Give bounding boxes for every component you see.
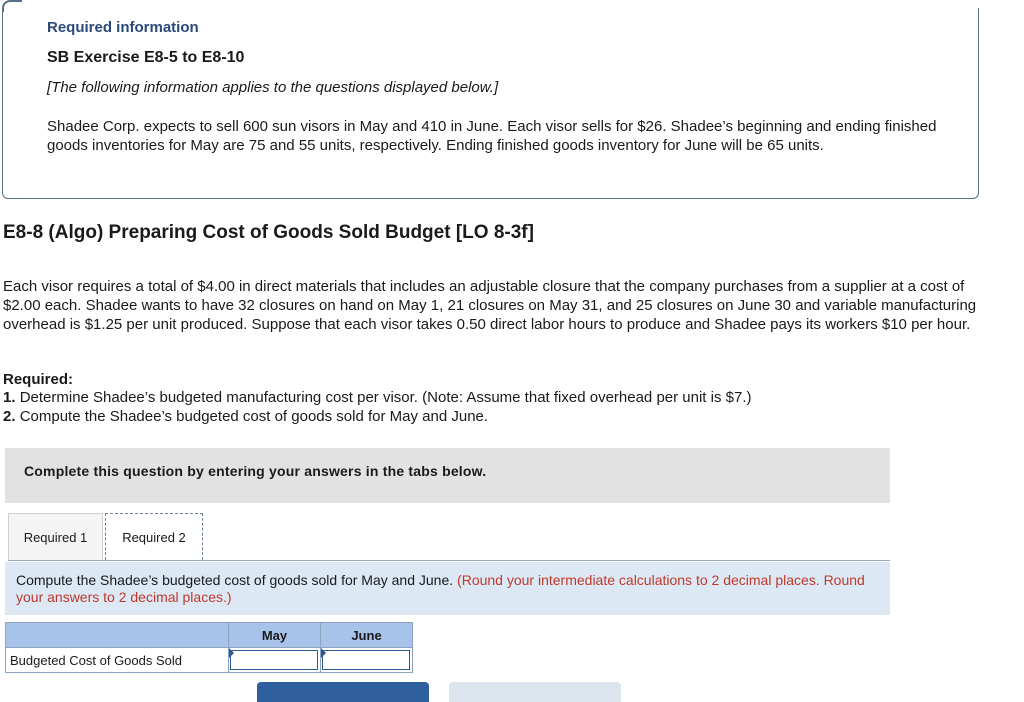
complete-question-bar: [5, 448, 890, 503]
may-cell: [229, 648, 321, 673]
table-row: [6, 648, 413, 673]
requirement-number: 1.: [3, 389, 16, 406]
previous-tab-button[interactable]: [257, 682, 429, 702]
requirement-1: [3, 389, 752, 406]
requirement-number: 2.: [3, 408, 16, 425]
required-heading: Required:: [3, 371, 74, 388]
applies-note: [The following information applies to the questions displayed below.]: [47, 79, 499, 96]
tab-required-2[interactable]: Required 2: [105, 513, 203, 560]
instruction-hint: (Round your intermediate calculations to 2 decimal places. Round your answers to 2 decimal places.): [16, 572, 865, 605]
column-header-may: May: [229, 623, 321, 648]
exercise-title: E8-8 (Algo) Preparing Cost of Goods Sold Budget [LO 8-3f]: [3, 222, 534, 243]
tab-divider: [8, 560, 890, 561]
june-cogs-input[interactable]: [322, 650, 410, 670]
next-tab-button[interactable]: [449, 682, 621, 702]
requirement-2: [3, 408, 488, 425]
exercise-range-title: SB Exercise E8-5 to E8-10: [47, 49, 245, 66]
exercise-body: Each visor requires a total of $4.00 in direct materials that includes an adjustable closure that the company purchases from a supplier at a cost of $2.00 each. Shadee wants to have 32 closures on hand on May 1, 21 closures on May 31, and 25 closures on June 30 and variable manufacturing overhead is $1.25 per unit produced. Suppose that each visor takes 0.50 direct labor hours to produce and Shadee pays its workers $10 per hour.: [3, 278, 977, 333]
input-marker-icon: [229, 648, 234, 658]
input-marker-icon: [321, 648, 326, 658]
answer-table: [5, 622, 413, 673]
instruction-bar: [5, 562, 890, 615]
row-label-budgeted-cogs: Budgeted Cost of Goods Sold: [6, 648, 229, 673]
required-information-box: [2, 8, 979, 199]
june-cell: [321, 648, 413, 673]
scenario-text: Shadee Corp. expects to sell 600 sun visors in May and 410 in June. Each visor sells for $26. Shadee’s beginning and ending finished goods inventories for May are 75 and 55 units, respectively. Ending finished goods inventory for June will be 65 units.: [47, 118, 937, 154]
instruction-text: [16, 572, 876, 606]
complete-question-text: Complete this question by entering your answers in the tabs below.: [24, 463, 487, 479]
requirement-text: Determine Shadee’s budgeted manufacturing cost per visor. (Note: Assume that fixed overhead per unit is $7.): [19, 389, 752, 406]
table-header-blank: [6, 623, 229, 648]
instruction-main: Compute the Shadee’s budgeted cost of goods sold for May and June.: [16, 572, 454, 588]
requirement-text: Compute the Shadee’s budgeted cost of goods sold for May and June.: [19, 408, 489, 425]
table-header-row: [6, 623, 413, 648]
column-header-june: June: [321, 623, 413, 648]
tab-required-1[interactable]: Required 1: [8, 513, 103, 560]
required-information-heading: Required information: [47, 19, 199, 36]
may-cogs-input[interactable]: [230, 650, 318, 670]
